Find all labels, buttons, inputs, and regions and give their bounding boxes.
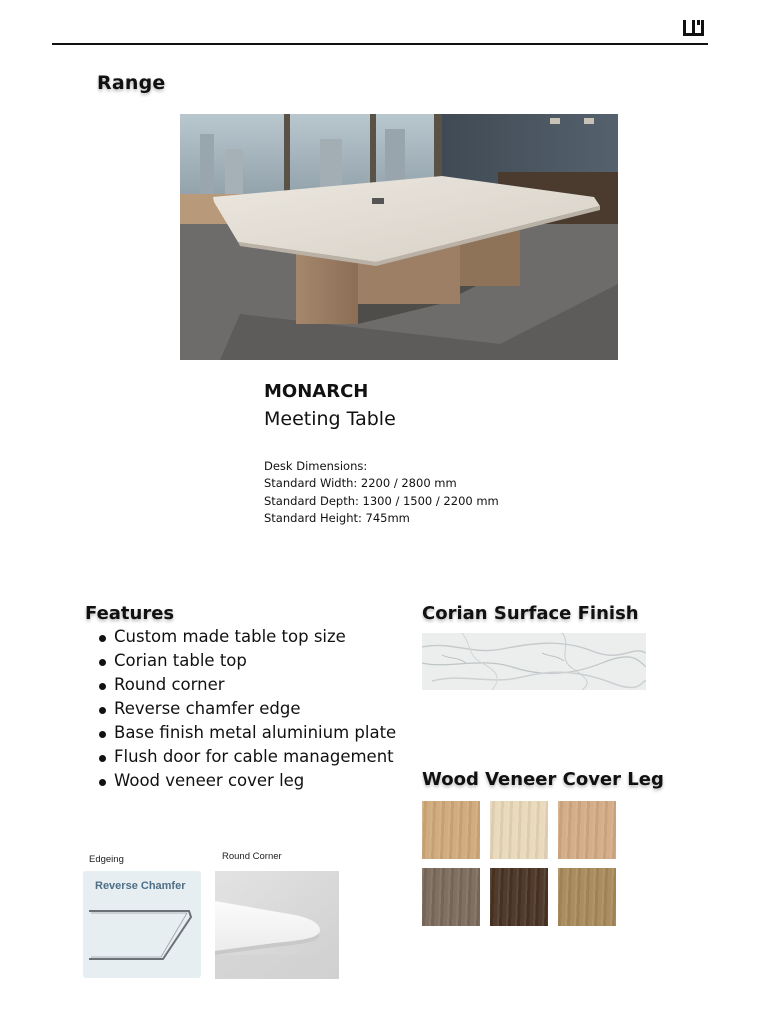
wood-swatch bbox=[422, 868, 480, 926]
list-item: Custom made table top size bbox=[92, 625, 396, 649]
list-item: Corian table top bbox=[92, 649, 396, 673]
wood-swatch bbox=[422, 801, 480, 859]
wood-swatch bbox=[490, 801, 548, 859]
wood-swatch bbox=[490, 868, 548, 926]
list-item: Round corner bbox=[92, 673, 396, 697]
edge-profile-diagram bbox=[83, 871, 201, 978]
dimension-width: Standard Width: 2200 / 2800 mm bbox=[264, 476, 457, 491]
range-heading: Range bbox=[97, 72, 166, 94]
features-heading: Features bbox=[85, 603, 175, 624]
edgeing-label: Edgeing bbox=[89, 854, 124, 865]
list-item: Wood veneer cover leg bbox=[92, 769, 396, 793]
product-type: Meeting Table bbox=[264, 408, 396, 430]
round-corner-label: Round Corner bbox=[222, 851, 282, 862]
dimension-depth: Standard Depth: 1300 / 1500 / 2200 mm bbox=[264, 493, 499, 508]
dimension-height: Standard Height: 745mm bbox=[264, 510, 410, 525]
corian-heading: Corian Surface Finish bbox=[422, 603, 639, 624]
list-item: Reverse chamfer edge bbox=[92, 697, 396, 721]
desk-dimensions bbox=[264, 458, 499, 527]
wood-swatch bbox=[558, 868, 616, 926]
wood-swatch bbox=[558, 801, 616, 859]
brand-logo-icon bbox=[682, 18, 706, 38]
header-divider bbox=[52, 43, 708, 45]
list-item: Flush door for cable management bbox=[92, 745, 396, 769]
wood-veneer-heading: Wood Veneer Cover Leg bbox=[422, 769, 664, 790]
list-item: Base finish metal aluminium plate bbox=[92, 721, 396, 745]
features-list bbox=[92, 625, 396, 793]
round-corner-photo bbox=[215, 871, 339, 979]
edge-profile-title: Reverse Chamfer bbox=[95, 880, 186, 892]
product-name: MONARCH bbox=[264, 381, 369, 402]
dimensions-heading: Desk Dimensions: bbox=[264, 459, 368, 473]
product-photo bbox=[180, 114, 618, 360]
corian-swatch bbox=[422, 633, 646, 690]
